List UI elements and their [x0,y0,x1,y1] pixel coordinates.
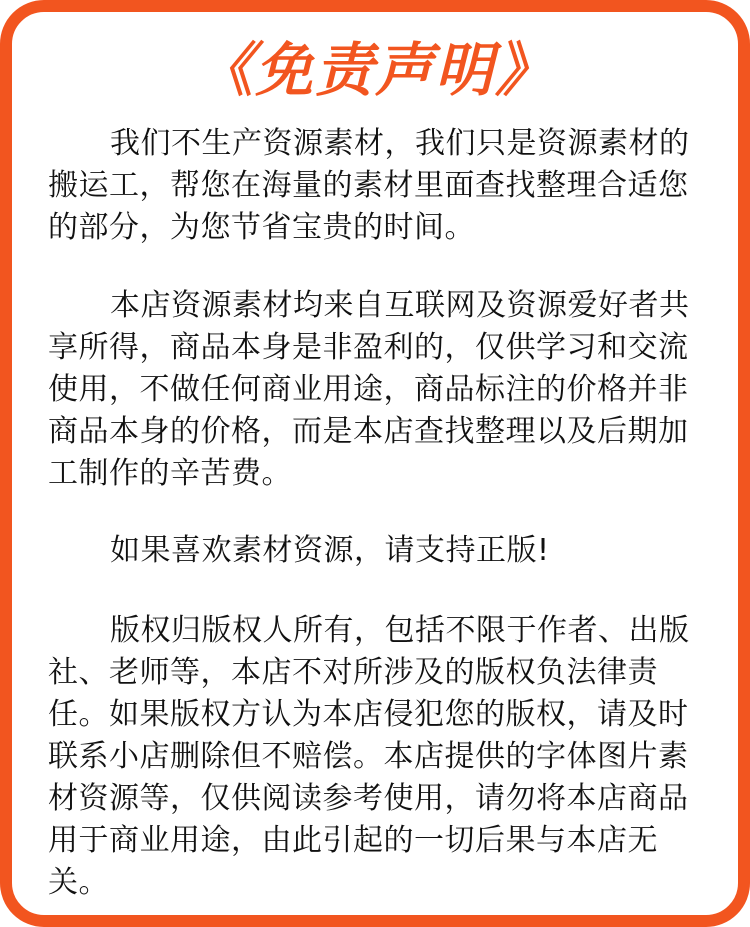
disclaimer-paragraph-1: 我们不生产资源素材，我们只是资源素材的搬运工，帮您在海量的素材里面查找整理合适您的部分，为您节省宝贵的时间。 [48,126,690,245]
disclaimer-paragraph-4: 版权归版权人所有，包括不限于作者、出版社、老师等，本店不对所涉及的版权负法律责任。如果版权方认为本店侵犯您的版权，请及时联系小店删除但不赔偿。本店提供的字体图片素材资源等，仅供阅读参考使用，请勿将本店商品用于商业用途，由此引起的一切后果与本店无关。 [48,613,690,900]
disclaimer-paragraph-3: 如果喜欢素材资源，请支持正版! [110,533,550,568]
page-title: 《免责声明》 [194,36,555,104]
disclaimer-paragraph-2: 本店资源素材均来自互联网及资源爱好者共享所得，商品本身是非盈利的，仅供学习和交流使用，不做任何商业用途，商品标注的价格并非商品本身的价格，而是本店查找整理以及后期加工制作的辛苦费。 [48,288,690,491]
